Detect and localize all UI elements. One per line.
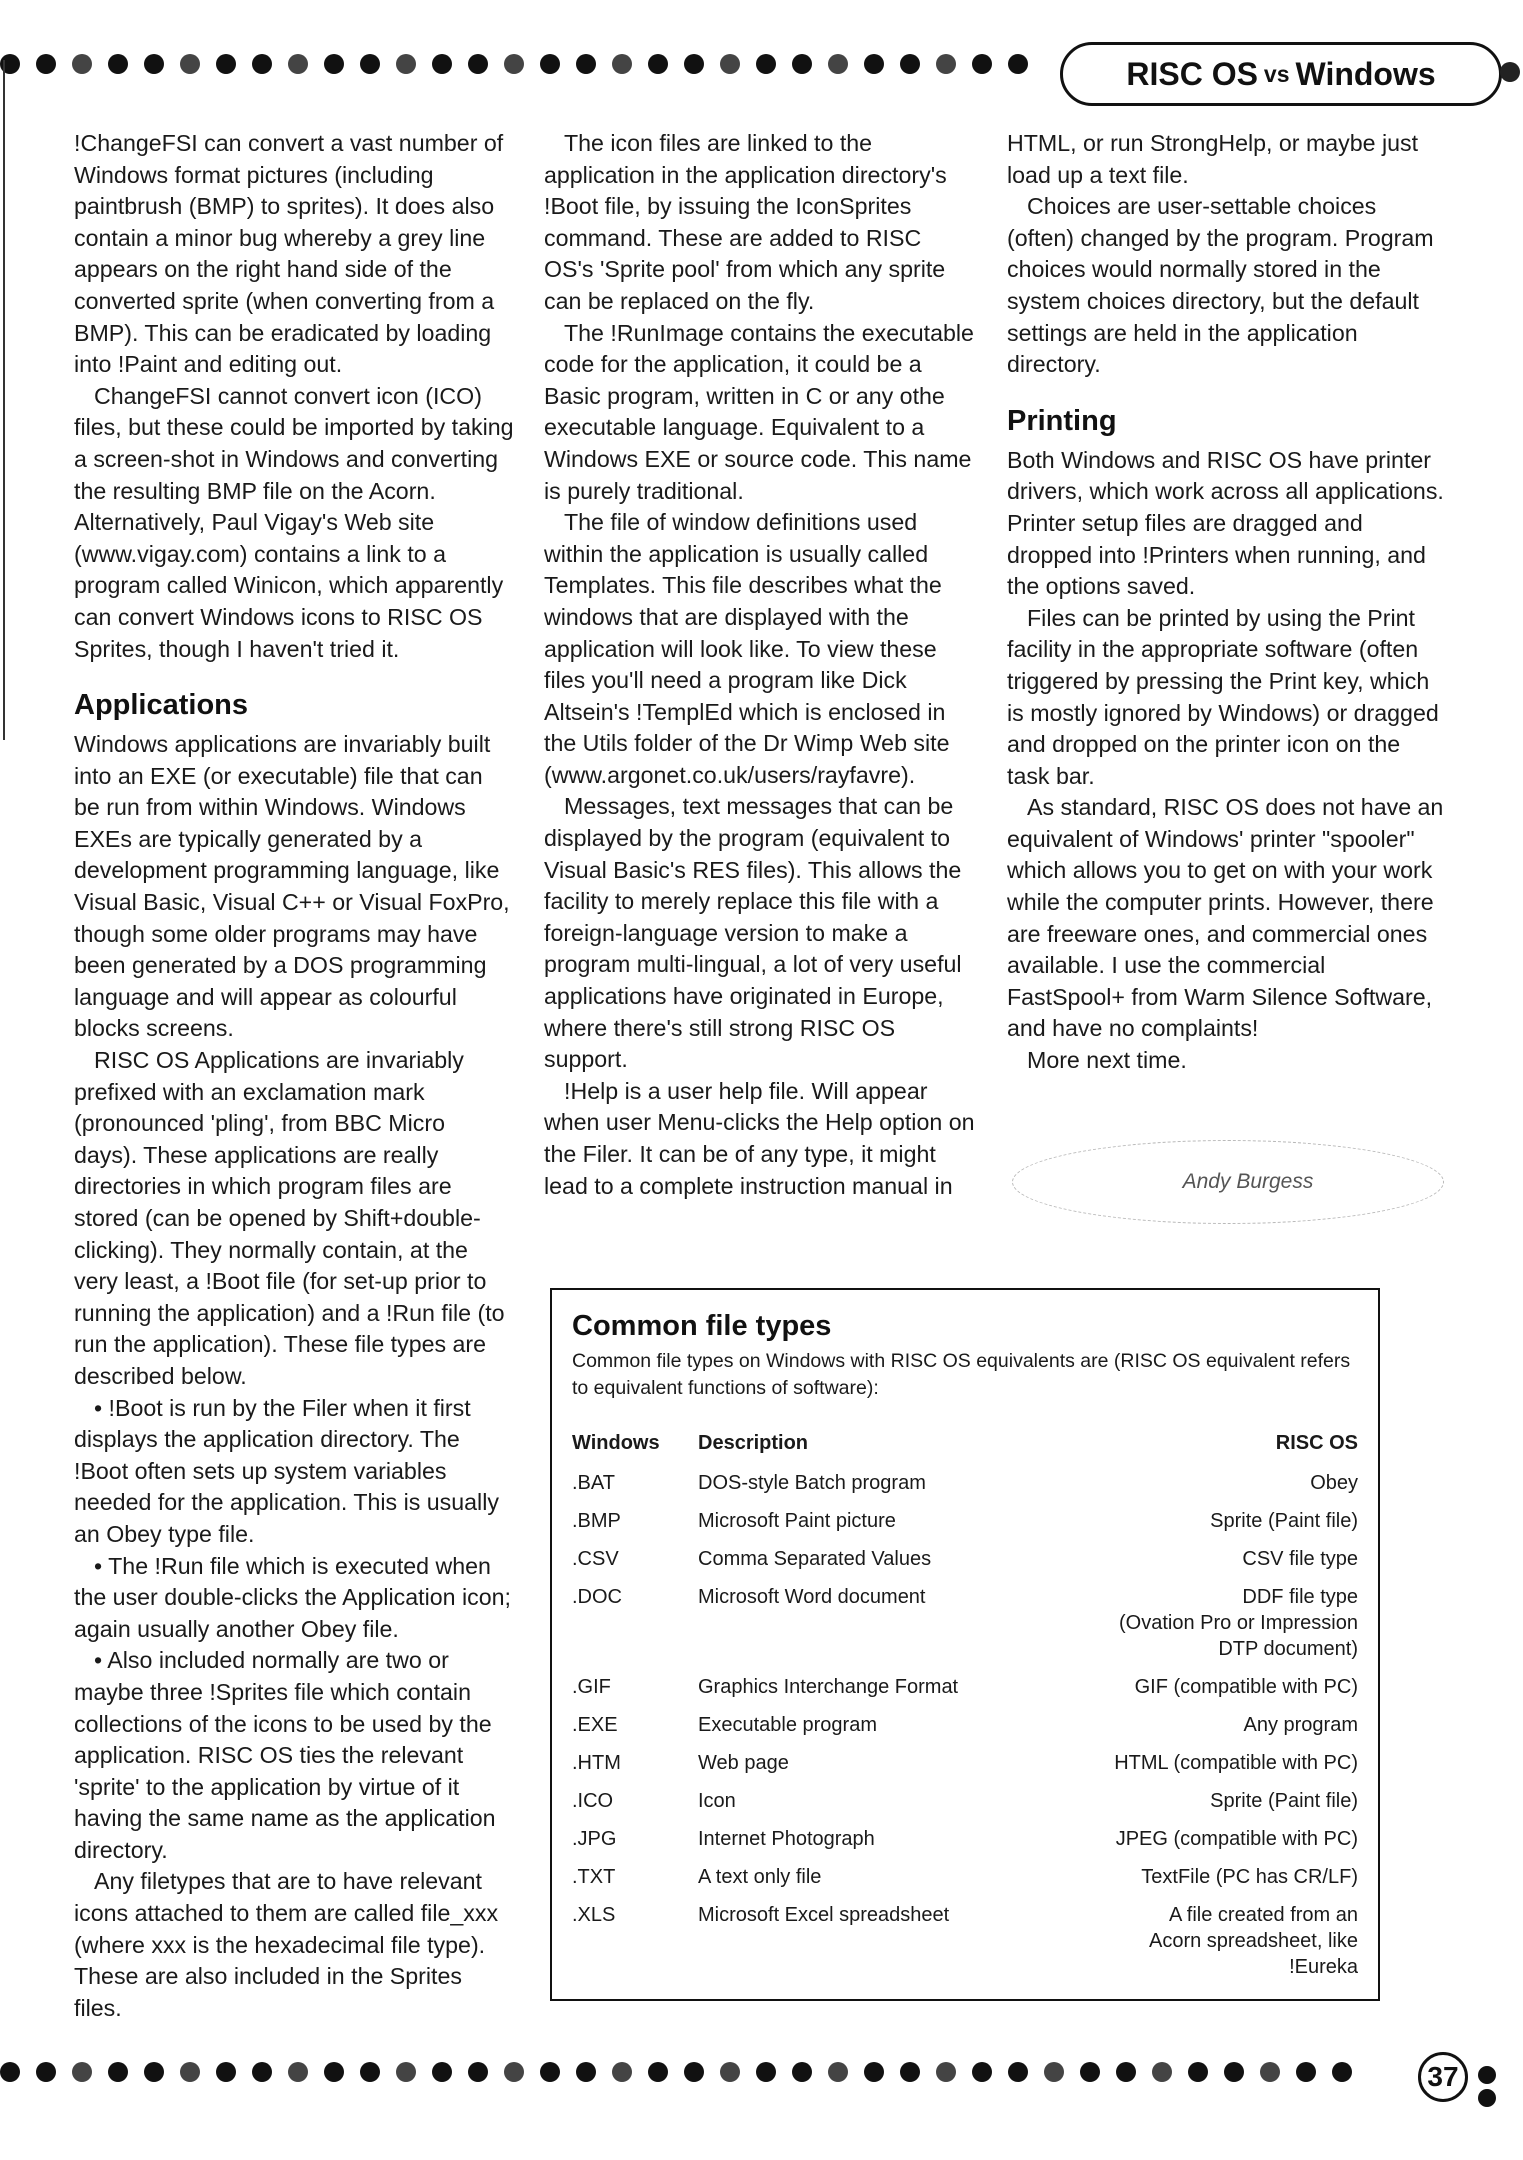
cell-windows: .DOC [572, 1586, 622, 1608]
border-dot [396, 54, 416, 74]
paragraph: Windows applications are invariably built into an EXE (or executable) file that can be run from within Windows. Windows EXEs are typically generated by a development programming language, like Visual Basic, Visual C++ or Visual FoxPro, though some older programs may have been generated by a DOS programming language and will appear as colourful blocks screens. [74, 731, 510, 1042]
cell-description: Microsoft Word document [698, 1586, 926, 1608]
header-title-part1: RISC OS [1126, 55, 1258, 92]
cell-riscos [1078, 1540, 1358, 1578]
paragraph: RISC OS Applications are invariably prefixed with an exclamation mark (pronounced 'pling', from BBC Micro days). These applications are really directories in which program files are stored (can be opened by Shift+double-clicking). They normally contain, at the very least, a !Boot file (for set-up prior to running the application) and a !Run file (to run the application). These file types are described below. [74, 1047, 505, 1389]
table-row [572, 1820, 1358, 1858]
border-dot [756, 54, 776, 74]
table-row [572, 1858, 1358, 1896]
table-row [572, 1540, 1358, 1578]
header-title-part2: Windows [1295, 55, 1436, 92]
footer-end-dots [1478, 2066, 1523, 2112]
bottom-dot-border [0, 2062, 1395, 2102]
border-dot [540, 2062, 560, 2082]
table-row [572, 1744, 1358, 1782]
riscos-line: Sprite (Paint file) [1210, 1510, 1358, 1532]
border-dot [972, 2062, 992, 2082]
border-dot [72, 54, 92, 74]
border-dot [0, 2062, 20, 2082]
cell-riscos [1078, 1782, 1358, 1820]
border-dot [36, 2062, 56, 2082]
border-dot [684, 54, 704, 74]
border-dot [108, 54, 128, 74]
border-dot [1152, 2062, 1172, 2082]
border-dot [108, 2062, 128, 2082]
border-dot [936, 54, 956, 74]
page-number: 37 [1418, 2052, 1468, 2102]
border-dot [720, 2062, 740, 2082]
border-dot [144, 2062, 164, 2082]
table-row [572, 1706, 1358, 1744]
column-header-windows: Windows [572, 1431, 660, 1454]
column-1 [74, 128, 514, 2024]
border-dot [504, 2062, 524, 2082]
paragraph: More next time. [1027, 1047, 1187, 1074]
border-dot [1008, 54, 1028, 74]
riscos-line: CSV file type [1242, 1548, 1358, 1570]
cell-riscos [1078, 1896, 1358, 1986]
border-dot [504, 54, 524, 74]
border-dot [288, 2062, 308, 2082]
riscos-line: GIF (compatible with PC) [1134, 1676, 1358, 1698]
paragraph: HTML, or run StrongHelp, or maybe just load up a text file. [1007, 130, 1419, 188]
border-dot [396, 2062, 416, 2082]
header-end-dot [1500, 62, 1520, 82]
border-dot [144, 54, 164, 74]
paragraph: Choices are user-settable choices (often) changed by the program. Program choices would normally stored in the system choices directory, but the default settings are held in the application directory. [1007, 193, 1434, 378]
riscos-line: JPEG (compatible with PC) [1115, 1828, 1358, 1850]
cell-riscos [1078, 1464, 1358, 1502]
left-margin-rule [3, 60, 5, 740]
border-dot [1296, 2062, 1316, 2082]
border-dot [720, 54, 740, 74]
border-dot [252, 54, 272, 74]
cell-description: DOS-style Batch program [698, 1472, 926, 1494]
header-title-vs: vs [1263, 60, 1290, 87]
cell-description: Icon [698, 1790, 736, 1812]
file-types-title: Common file types [572, 1310, 832, 1342]
border-dot [1188, 2062, 1208, 2082]
paragraph: The icon files are linked to the application in the application directory's !Boot file, by issuing the IconSprites command. These are added to RISC OS's 'Sprite pool' from which any sprite can be replaced on the fly. [544, 130, 947, 314]
border-dot [576, 2062, 596, 2082]
cell-riscos [1078, 1668, 1358, 1706]
border-dot [324, 2062, 344, 2082]
table-row [572, 1782, 1358, 1820]
border-dot [216, 2062, 236, 2082]
border-dot [1332, 2062, 1352, 2082]
border-dot [360, 54, 380, 74]
cell-riscos [1078, 1744, 1358, 1782]
cell-description: Executable program [698, 1714, 877, 1736]
border-dot [180, 2062, 200, 2082]
paragraph: !Help is a user help file. Will appear when user Menu-clicks the Help option on the Filer. It can be of any type, it might lead to a complete instruction manual in [544, 1077, 975, 1199]
border-dot [900, 2062, 920, 2082]
border-dot [540, 54, 560, 74]
cell-description: A text only file [698, 1866, 822, 1888]
signature-name: Andy Burgess [1182, 1170, 1314, 1193]
paragraph: Any filetypes that are to have relevant icons attached to them are called file_xxx (where xxx is the hexadecimal file type). These are also included in the Sprites files. [74, 1868, 499, 2021]
border-dot [612, 54, 632, 74]
column-header-riscos: RISC OS [1275, 1431, 1358, 1454]
cell-description: Graphics Interchange Format [698, 1676, 959, 1698]
author-signature [1012, 1140, 1444, 1224]
riscos-line: Sprite (Paint file) [1210, 1790, 1358, 1812]
table-row [572, 1896, 1358, 1986]
border-dot [792, 54, 812, 74]
top-dot-border [0, 54, 1060, 94]
cell-riscos [1078, 1706, 1358, 1744]
border-dot [72, 2062, 92, 2082]
border-dot [468, 2062, 488, 2082]
border-dot [1260, 2062, 1280, 2082]
border-dot [360, 2062, 380, 2082]
table-row [572, 1668, 1358, 1706]
border-dot [864, 2062, 884, 2082]
border-dot [468, 54, 488, 74]
border-dot [432, 54, 452, 74]
column-header-description: Description [698, 1431, 809, 1454]
cell-windows: .BMP [572, 1510, 621, 1532]
cell-description: Web page [698, 1752, 789, 1774]
cell-riscos [1078, 1820, 1358, 1858]
border-dot [900, 54, 920, 74]
border-dot [1008, 2062, 1028, 2082]
cell-windows: .GIF [572, 1676, 611, 1698]
paragraph: !ChangeFSI can convert a vast number of Windows format pictures (including paintbrush (BMP) to sprites). It does also contain a minor bug whereby a grey line appears on the right hand side of the converted sprite (when converting from a BMP). This can be eradicated by loading into !Paint and editing out. [74, 130, 504, 378]
border-dot [828, 2062, 848, 2082]
cell-description: Microsoft Paint picture [698, 1510, 896, 1532]
border-dot [432, 2062, 452, 2082]
riscos-line-2: (Ovation Pro or Impression DTP document) [1119, 1612, 1358, 1660]
border-dot [1080, 2062, 1100, 2082]
table-header-row [572, 1422, 1358, 1464]
column-2 [544, 128, 976, 1202]
cell-windows: .TXT [572, 1866, 616, 1888]
border-dot [936, 2062, 956, 2082]
paragraph: Files can be printed by using the Print facility in the appropriate software (often triggered by pressing the Print key, which is mostly ignored by Windows) or dragged and dropped on the printer icon on the task bar. [1007, 604, 1439, 789]
riscos-line: Obey [1310, 1472, 1358, 1494]
border-dot [828, 54, 848, 74]
riscos-line: TextFile (PC has CR/LF) [1141, 1866, 1358, 1888]
border-dot [324, 54, 344, 74]
cell-windows: .XLS [572, 1904, 616, 1926]
border-dot [1044, 2062, 1064, 2082]
cell-windows: .ICO [572, 1790, 614, 1812]
cell-windows: .JPG [572, 1828, 617, 1850]
file-types-box [550, 1288, 1380, 2001]
border-dot [792, 2062, 812, 2082]
paragraph: Messages, text messages that can be displayed by the program (equivalent to Visual Basic's RES files). This allows the facility to merely replace this file with a foreign-language version to make a program multi-lingual, a lot of very useful applications have originated in Europe, where there's still strong RISC OS support. [544, 793, 962, 1073]
paragraph: The !RunImage contains the executable code for the application, it could be a Basic program, written in C or any othe executable language. Equivalent to a Windows EXE or source code. This name is purely traditional. [544, 319, 974, 504]
riscos-line: Any program [1243, 1714, 1358, 1736]
border-dot [648, 2062, 668, 2082]
paragraph: Both Windows and RISC OS have printer drivers, which work across all applications. Printer setup files are dragged and dropped into !Printers when running, and the options saved. [1007, 446, 1444, 600]
riscos-line: HTML (compatible with PC) [1114, 1752, 1358, 1774]
border-dot [648, 54, 668, 74]
cell-windows: .EXE [572, 1714, 618, 1736]
border-dot [180, 54, 200, 74]
table-row [572, 1578, 1358, 1668]
cell-description: Internet Photograph [698, 1828, 875, 1850]
paragraph: The file of window definitions used within the application is usually called Templates. This file describes what the windows that are displayed with the application will look like. To view these files you'll need a program like Dick Altsein's !TemplEd which is enclosed in the Utils folder of the Dr Wimp Web site (www.argonet.co.uk/users/rayfavre). [544, 509, 950, 788]
printing-heading: Printing [1007, 404, 1117, 437]
cell-riscos [1078, 1858, 1358, 1896]
border-dot [756, 2062, 776, 2082]
riscos-line-2: Acorn spreadsheet, like !Eureka [1148, 1930, 1358, 1978]
cell-windows: .BAT [572, 1472, 615, 1494]
border-dot [972, 54, 992, 74]
border-dot [216, 54, 236, 74]
file-types-intro: Common file types on Windows with RISC OS equivalents are (RISC OS equivalent refers to equivalent functions of software): [572, 1350, 1351, 1399]
border-dot [36, 54, 56, 74]
paragraph: As standard, RISC OS does not have an equivalent of Windows' printer "spooler" which allows you to get on with your work while the computer prints. However, there are freeware ones, and commercial ones available. I use the commercial FastSpool+ from Warm Silence Software, and have no complaints! [1007, 794, 1444, 1042]
cell-description: Microsoft Excel spreadsheet [698, 1904, 950, 1926]
cell-description: Comma Separated Values [698, 1548, 932, 1570]
column-3 [1007, 128, 1447, 1077]
riscos-line: A file created from an [1169, 1904, 1358, 1926]
file-types-table [572, 1422, 1358, 1986]
border-dot [1224, 2062, 1244, 2082]
border-dot [576, 54, 596, 74]
border-dot [288, 54, 308, 74]
bullet-paragraph: • Also included normally are two or maybe three !Sprites file which contain collections of the icons to be used by the application. RISC OS ties the relevant 'sprite' to the application by virtue of it having the same name as the application directory. [74, 1647, 496, 1863]
bullet-paragraph: • !Boot is run by the Filer when it first displays the application directory. The !Boot often sets up system variables needed for the application. This is usually an Obey type file. [74, 1394, 499, 1547]
cell-windows: .CSV [572, 1548, 619, 1570]
border-dot [252, 2062, 272, 2082]
cell-riscos [1078, 1578, 1358, 1668]
table-row [572, 1464, 1358, 1502]
border-dot [612, 2062, 632, 2082]
table-row [572, 1502, 1358, 1540]
border-dot [1116, 2062, 1136, 2082]
riscos-line: DDF file type [1242, 1586, 1358, 1608]
paragraph: ChangeFSI cannot convert icon (ICO) files, but these could be imported by taking a screen-shot in Windows and converting the resulting BMP file on the Acorn. Alternatively, Paul Vigay's Web site (www.vigay.com) contains a link to a program called Winicon, which apparently can convert Windows icons to RISC OS Sprites, though I haven't tried it. [74, 382, 514, 662]
cell-riscos [1078, 1502, 1358, 1540]
border-dot [864, 54, 884, 74]
cell-windows: .HTM [572, 1752, 621, 1774]
bullet-paragraph: • The !Run file which is executed when the user double-clicks the Application icon; again usually another Obey file. [74, 1552, 511, 1642]
section-header-tab [1060, 42, 1502, 106]
applications-heading: Applications [74, 689, 249, 722]
border-dot [684, 2062, 704, 2082]
